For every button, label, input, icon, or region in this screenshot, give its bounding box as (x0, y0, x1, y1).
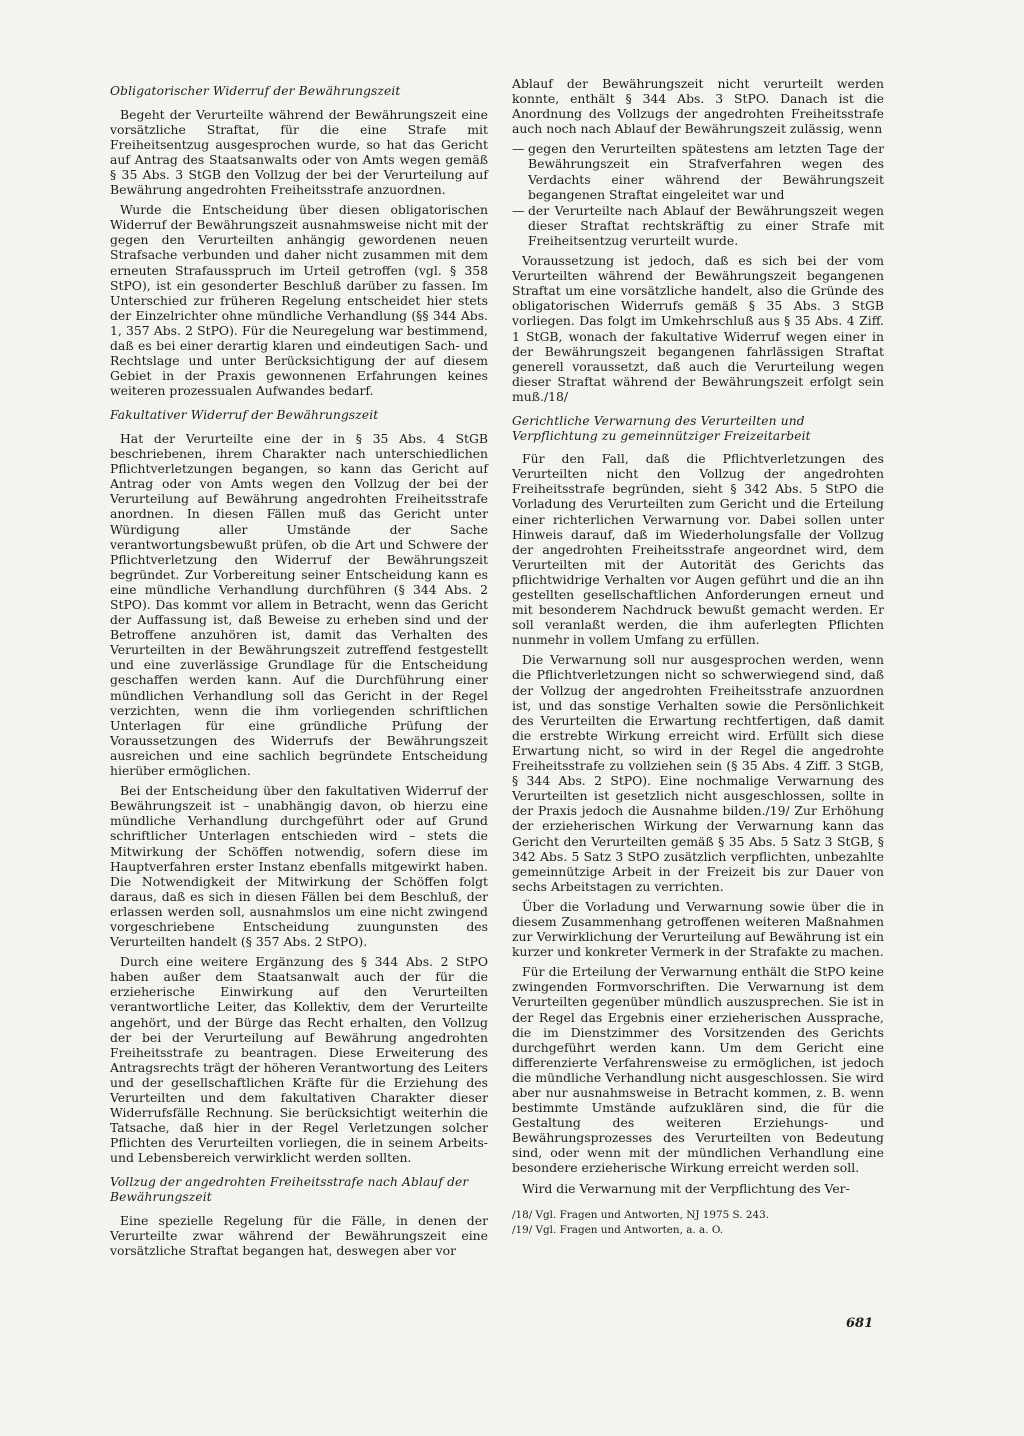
paragraph: Bei der Entscheidung über den fakultativen Widerruf der Bewährungszeit ist – unabhängig davon, ob hierzu eine mündliche Verhandlung durchgeführt oder auf Grund schriftlicher Unterlagen entschieden wird – stets die Mitwirkung der Schöffen notwendig, sofern diese im Hauptverfahren erster Instanz ebenfalls mitgewirkt haben. Die Notwendigkeit der Mitwirkung der Schöffen folgt daraus, daß es sich in diesen Fällen bei dem Beschluß, der erlassen werden soll, ausnahmslos um eine nicht zwingend vorgeschriebene Entscheidung zuungunsten des Verurteilten handelt (§ 357 Abs. 2 StPO). (110, 783, 488, 950)
left-column (110, 76, 488, 1263)
paragraph: Ablauf der Bewährungszeit nicht verurteilt werden konnte, enthält § 344 Abs. 3 StPO. Danach ist die Anordnung des Vollzugs der angedrohten Freiheitsstrafe auch noch nach Ablauf der Bewährungszeit zulässig, wenn (512, 76, 884, 137)
paragraph: Für die Erteilung der Verwarnung enthält die StPO keine zwingenden Formvorschriften. Die Verwarnung ist dem Verurteilten gegenüber mündlich auszusprechen. Sie ist in der Regel das Ergebnis einer erzieherischen Aussprache, die im Dienstzimmer des Vorsitzenden des Gerichts durchgeführt werden kann. Um dem Gericht eine differenzierte Verfahrensweise zu ermöglichen, ist jedoch die mündliche Verhandlung nicht ausgeschlossen. Sie wird aber nur ausnahmsweise in Betracht kommen, z. B. wenn bestimmte Umstände aufzuklären sind, die für die Gestaltung des weiteren Erziehungs- und Bewährungsprozesses des Verurteilten von Bedeutung sind, oder wenn mit der mündlichen Verhandlung eine besondere erzieherische Wirkung erreicht werden soll. (512, 964, 884, 1176)
list-item-text: gegen den Verurteilten spätestens am letzten Tage der Bewährungszeit ein Strafverfahren wegen des Verdachts einer während der Bewährungszeit begangenen Straftat eingeleitet war und (528, 141, 884, 202)
paragraph: Durch eine weitere Ergänzung des § 344 Abs. 2 StPO haben außer dem Staatsanwalt auch der für die erzieherische Einwirkung auf den Verurteilten verantwortliche Leiter, das Kollektiv, dem der Verurteilte angehört, und der Bürge das Recht erhalten, den Vollzug der bei der Verurteilung auf Bewährung angedrohten Freiheitsstrafe zu beantragen. Diese Erweiterung des Antragsrechts trägt der höheren Verantwortung des Leiters und der gesellschaftlichen Kräfte für die Erziehung des Verurteilten und dem fakultativen Charakter dieser Widerrufsfälle Rechnung. Sie berücksichtigt weiterhin die Tatsache, daß hier in der Regel Verletzungen solcher Pflichten des Verurteilten vorliegen, die in seinem Arbeits- und Lebensbereich verwirklicht werden sollten. (110, 954, 488, 1166)
paragraph: Eine spezielle Regelung für die Fälle, in denen der Verurteilte zwar während der Bewährungszeit eine vorsätzliche Straftat begangen hat, deswegen aber vor (110, 1212, 488, 1258)
paragraph: Hat der Verurteilte eine der in § 35 Abs. 4 StGB beschriebenen, ihrem Charakter nach unterschiedlichen Pflichtverletzungen begangen, so kann das Gericht auf Antrag oder von Amts wegen den Vollzug der bei der Verurteilung auf Bewährung angedrohten Freiheitsstrafe anordnen. In diesen Fällen muß das Gericht unter Würdigung aller Umstände der Sache verantwortungsbewußt prüfen, ob die Art und Schwere der Pflichtverletzung den Widerruf der Bewährungszeit begründet. Zur Vorbereitung seiner Entscheidung kann es eine mündliche Verhandlung durchführen (§ 344 Abs. 2 StPO). Das kommt vor allem in Betracht, wenn das Gericht der Auffassung ist, daß Beweise zu erheben sind und der Betroffene anzuhören ist, damit das Verhalten des Verurteilten in der Bewährungszeit zutreffend festgestellt und eine zuverlässige Grundlage für die Entscheidung geschaffen werden kann. Auf die Durchführung einer mündlichen Verhandlung soll das Gericht in der Regel verzichten, wenn die ihm vorliegenden schriftlichen Unterlagen für eine gründliche Prüfung der Voraussetzungen des Widerrufs der Bewährungszeit ausreichen und eine sachlich begründete Entscheidung hierüber ermöglichen. (110, 430, 488, 779)
dash-bullet: — (512, 202, 525, 218)
page-number: 681 (846, 1316, 874, 1331)
section-heading-judicial-warning: Gerichtliche Verwarnung des Verurteilten und Verpflichtung zu gemeinnütziger Freizeitarbeit (512, 413, 811, 443)
section-heading-optional-revocation: Fakultativer Widerruf der Bewährungszeit (110, 408, 379, 423)
list-item (512, 141, 884, 201)
right-column (512, 76, 884, 1238)
footnote: /19/ Vgl. Fragen und Antworten, a. a. O. (512, 1223, 724, 1236)
paragraph: Über die Vorladung und Verwarnung sowie über die in diesem Zusammenhang getroffenen weiteren Maßnahmen zur Verwirklichung der Verurteilung auf Bewährung ist ein kurzer und konkreter Vermerk in der Strafakte zu machen. (512, 898, 884, 960)
condition-list (512, 141, 884, 248)
dash-bullet: — (512, 141, 525, 157)
list-item (512, 203, 884, 248)
footnote: /18/ Vgl. Fragen und Antworten, NJ 1975 S. 243. (512, 1208, 770, 1221)
list-item-text: der Verurteilte nach Ablauf der Bewährungszeit wegen dieser Straftat rechtskräftig zu einer Strafe mit Freiheitsentzug verurteilt wurde. (528, 202, 884, 248)
paragraph: Wird die Verwarnung mit der Verpflichtung des Ver- (522, 1180, 850, 1196)
footnotes (512, 1208, 884, 1238)
paragraph: Voraussetzung ist jedoch, daß es sich bei der vom Verurteilten während der Bewährungszeit begangenen Straftat um eine vorsätzliche handelt, also die Gründe des obligatorischen Widerrufs gemäß § 35 Abs. 3 StGB vorliegen. Das folgt im Umkehrschluß aus § 35 Abs. 4 Ziff. 1 StGB, wonach der fakultative Widerruf wegen einer in der Bewährungszeit begangenen fahrlässigen Straftat generell voraussetzt, daß auch die Verurteilung wegen dieser Straftat während der Bewährungszeit erfolgt sein muß./18/ (512, 253, 884, 404)
section-heading-obligatory-revocation: Obligatorischer Widerruf der Bewährungszeit (110, 84, 401, 98)
paragraph: Die Verwarnung soll nur ausgesprochen werden, wenn die Pflichtverletzungen nicht so schwerwiegend sind, daß der Vollzug der angedrohten Freiheitsstrafe anzuordnen ist, und das sonstige Verhalten sowie die Persönlichkeit des Verurteilten die Erwartung rechtfertigen, daß damit die erstrebte Wirkung erreicht wird. Erfüllt sich diese Erwartung nicht, so wird in der Regel die angedrohte Freiheitsstrafe zu vollziehen sein (§ 35 Abs. 4 Ziff. 3 StGB, § 344 Abs. 2 StPO). Eine nochmalige Verwarnung des Verurteilten ist gesetzlich nicht ausgeschlossen, sollte in der Praxis jedoch die Ausnahme bilden./19/ Zur Erhöhung der erzieherischen Wirkung der Verwarnung kann das Gericht den Verurteilten gemäß § 35 Abs. 5 Satz 3 StGB, § 342 Abs. 5 Satz 3 StPO zusätzlich verpflichten, unbezahlte gemeinnützige Arbeit in der Freizeit bis zur Dauer von sechs Arbeitstagen zu verrichten. (512, 652, 884, 894)
paragraph: Für den Fall, daß die Pflichtverletzungen des Verurteilten nicht den Vollzug der angedrohten Freiheitsstrafe begründen, sieht § 342 Abs. 5 StPO die Vorladung des Verurteilten zum Gericht und die Erteilung einer richterlichen Verwarnung vor. Dabei sollen unter Hinweis darauf, daß im Wiederholungsfalle der Vollzug der angedrohten Freiheitsstrafe angeordnet wird, dem Verurteilten mit der Autorität des Gerichts das pflichtwidrige Verhalten vor Augen geführt und die an ihn gestellten gesellschaftlichen Anforderungen erneut und mit besonderem Nachdruck bewußt gemacht werden. Er soll veranlaßt werden, die ihm auferlegten Pflichten nunmehr in vollem Umfang zu erfüllen. (512, 451, 884, 648)
section-heading-execution-after-probation: Vollzug der angedrohten Freiheitsstrafe nach Ablauf der Bewährungszeit (110, 1175, 469, 1205)
paragraph: Begeht der Verurteilte während der Bewährungszeit eine vorsätzliche Straftat, für die eine Strafe mit Freiheitsentzug ausgesprochen wurde, so hat das Gericht auf Antrag des Staatsanwalts oder von Amts wegen gemäß § 35 Abs. 3 StGB den Vollzug der bei der Verurteilung auf Bewährung angedrohten Freiheitsstrafe anzuordnen. (110, 106, 488, 198)
paragraph: Wurde die Entscheidung über diesen obligatorischen Widerruf der Bewährungszeit ausnahmsweise nicht mit der gegen den Verurteilten anhängig gewordenen neuen Strafsache verbunden und daher nicht zusammen mit dem erneuten Strafausspruch im Urteil getroffen (vgl. § 358 StPO), ist ein gesonderter Beschluß darüber zu fassen. Im Unterschied zur früheren Regelung entscheidet hier stets der Einzelrichter ohne mündliche Verhandlung (§§ 344 Abs. 1, 357 Abs. 2 StPO). Für die Neuregelung war bestimmend, daß es bei einer derartig klaren und eindeutigen Sach- und Rechtslage und unter Berücksichtigung der auf diesem Gebiet in der Praxis gewonnenen Erfahrungen keines weiteren prozessualen Aufwandes bedarf. (110, 202, 488, 399)
